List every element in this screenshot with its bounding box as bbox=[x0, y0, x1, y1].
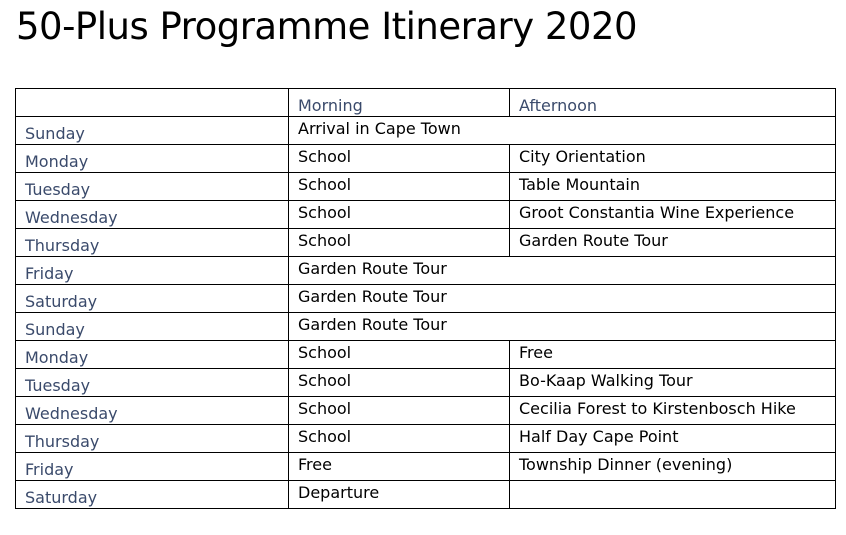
morning-activity-cell: Free bbox=[289, 453, 510, 481]
table-row bbox=[16, 397, 836, 425]
table-row bbox=[16, 369, 836, 397]
header-row bbox=[16, 89, 836, 117]
day-cell: Friday bbox=[16, 453, 289, 481]
header-day-cell bbox=[16, 89, 289, 117]
morning-activity-cell: School bbox=[289, 173, 510, 201]
table-row bbox=[16, 453, 836, 481]
table-row bbox=[16, 313, 836, 341]
itinerary-table bbox=[15, 88, 836, 509]
full-day-activity-cell: Garden Route Tour bbox=[289, 313, 836, 341]
afternoon-activity-cell: Township Dinner (evening) bbox=[510, 453, 836, 481]
table-row bbox=[16, 285, 836, 313]
morning-activity-cell: School bbox=[289, 145, 510, 173]
morning-activity-cell: School bbox=[289, 397, 510, 425]
day-cell: Monday bbox=[16, 145, 289, 173]
afternoon-activity-cell: Table Mountain bbox=[510, 173, 836, 201]
afternoon-activity-cell: Groot Constantia Wine Experience bbox=[510, 201, 836, 229]
morning-activity-cell: School bbox=[289, 425, 510, 453]
table-row bbox=[16, 201, 836, 229]
afternoon-activity-cell: Half Day Cape Point bbox=[510, 425, 836, 453]
day-cell: Wednesday bbox=[16, 201, 289, 229]
day-cell: Wednesday bbox=[16, 397, 289, 425]
day-cell: Saturday bbox=[16, 285, 289, 313]
morning-activity-cell: School bbox=[289, 369, 510, 397]
morning-activity-cell: School bbox=[289, 341, 510, 369]
day-cell: Thursday bbox=[16, 229, 289, 257]
day-cell: Saturday bbox=[16, 481, 289, 509]
morning-activity-cell: School bbox=[289, 201, 510, 229]
day-cell: Tuesday bbox=[16, 173, 289, 201]
day-cell: Friday bbox=[16, 257, 289, 285]
table-row bbox=[16, 229, 836, 257]
table-row bbox=[16, 341, 836, 369]
day-cell: Sunday bbox=[16, 313, 289, 341]
table-row bbox=[16, 481, 836, 509]
day-cell: Tuesday bbox=[16, 369, 289, 397]
page-title: 50-Plus Programme Itinerary 2020 bbox=[16, 5, 638, 48]
itinerary-body bbox=[16, 89, 836, 509]
day-cell: Sunday bbox=[16, 117, 289, 145]
morning-activity-cell: School bbox=[289, 229, 510, 257]
full-day-activity-cell: Arrival in Cape Town bbox=[289, 117, 836, 145]
header-morning-cell: Morning bbox=[289, 89, 510, 117]
afternoon-activity-cell: Cecilia Forest to Kirstenbosch Hike bbox=[510, 397, 836, 425]
table-row bbox=[16, 173, 836, 201]
header-afternoon-cell: Afternoon bbox=[510, 89, 836, 117]
day-cell: Thursday bbox=[16, 425, 289, 453]
afternoon-activity-cell: Free bbox=[510, 341, 836, 369]
table-row bbox=[16, 257, 836, 285]
afternoon-activity-cell: City Orientation bbox=[510, 145, 836, 173]
table-row bbox=[16, 425, 836, 453]
morning-activity-cell: Departure bbox=[289, 481, 510, 509]
day-cell: Monday bbox=[16, 341, 289, 369]
afternoon-activity-cell: Garden Route Tour bbox=[510, 229, 836, 257]
afternoon-activity-cell: Bo-Kaap Walking Tour bbox=[510, 369, 836, 397]
table-row bbox=[16, 117, 836, 145]
table-row bbox=[16, 145, 836, 173]
full-day-activity-cell: Garden Route Tour bbox=[289, 257, 836, 285]
afternoon-activity-cell bbox=[510, 481, 836, 509]
full-day-activity-cell: Garden Route Tour bbox=[289, 285, 836, 313]
